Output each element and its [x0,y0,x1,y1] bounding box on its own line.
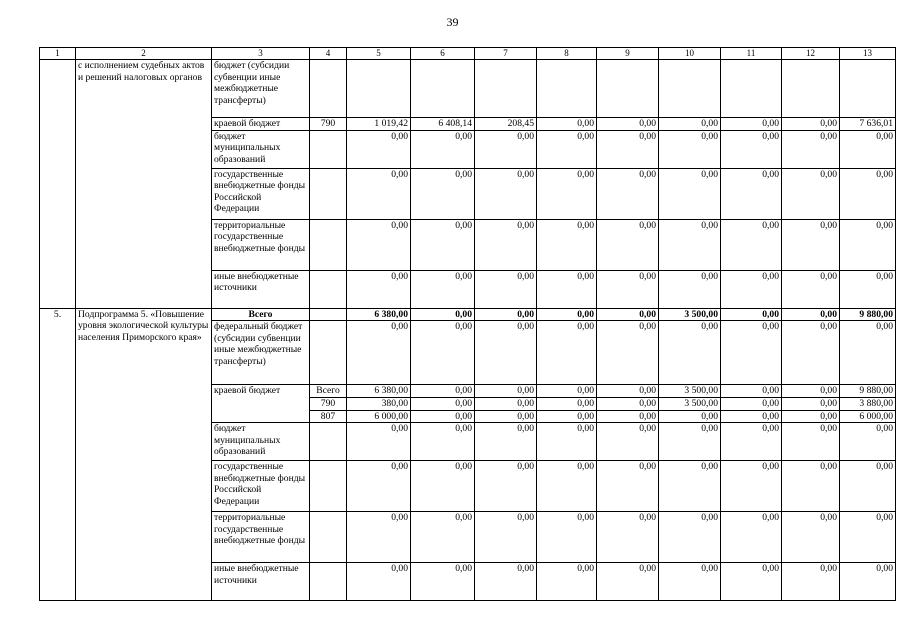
value-cell [721,60,782,118]
value-cell: 0,00 [475,423,537,461]
value-cell: 0,00 [537,270,597,308]
value-cell: 0,00 [659,410,721,423]
value-cell: 0,00 [597,270,659,308]
value-cell: 0,00 [840,563,896,601]
column-number-header: 13 [840,48,896,60]
value-cell [537,60,597,118]
value-cell: 0,00 [597,308,659,321]
funding-source-cell: бюджет муниципальных образований [212,423,310,461]
value-cell [597,60,659,118]
value-cell: 0,00 [537,168,597,219]
value-cell: 3 500,00 [659,385,721,398]
value-cell: 6 408,14 [411,118,475,131]
value-cell: 0,00 [659,219,721,270]
value-cell: 0,00 [782,168,840,219]
column-number-header: 1 [40,48,76,60]
value-cell: 0,00 [411,321,475,385]
value-cell: 0,00 [411,563,475,601]
value-cell: 0,00 [411,385,475,398]
value-cell: 0,00 [721,130,782,168]
table-row [40,308,896,321]
column-number-header: 3 [212,48,310,60]
value-cell: 0,00 [347,270,411,308]
value-cell: 0,00 [597,512,659,563]
value-cell: 380,00 [347,398,411,411]
value-cell: 0,00 [840,168,896,219]
value-cell: 0,00 [411,168,475,219]
column-number-header: 11 [721,48,782,60]
value-cell: 0,00 [411,308,475,321]
budget-code-cell [310,512,347,563]
value-cell: 0,00 [782,321,840,385]
column-number-header: 6 [411,48,475,60]
budget-code-cell [310,168,347,219]
funding-source-cell: краевой бюджет [212,385,310,423]
value-cell: 0,00 [475,563,537,601]
budget-code-cell [310,308,347,321]
funding-source-cell: государственные внебюджетные фонды Российской Федерации [212,168,310,219]
value-cell [782,60,840,118]
budget-code-cell [310,130,347,168]
value-cell: 0,00 [840,423,896,461]
funding-source-cell: федеральный бюджет (субсидии субвенции иные межбюджетные трансферты) [212,321,310,385]
value-cell: 0,00 [782,308,840,321]
value-cell: 0,00 [537,563,597,601]
page-number: 39 [446,15,459,29]
column-number-header: 12 [782,48,840,60]
value-cell: 7 636,01 [840,118,896,131]
program-name-cell: Подпрограмма 5. «Повышение уровня экологической культуры населения Приморского края» [76,308,212,601]
value-cell [411,60,475,118]
value-cell: 0,00 [347,321,411,385]
value-cell: 0,00 [411,410,475,423]
column-number-header: 9 [597,48,659,60]
column-number-header: 2 [76,48,212,60]
value-cell [475,60,537,118]
budget-code-cell: 790 [310,118,347,131]
value-cell [347,60,411,118]
value-cell: 0,00 [475,512,537,563]
value-cell: 0,00 [840,130,896,168]
value-cell: 0,00 [597,118,659,131]
value-cell: 0,00 [659,130,721,168]
value-cell: 0,00 [597,385,659,398]
value-cell: 0,00 [537,398,597,411]
value-cell: 0,00 [597,461,659,512]
budget-code-cell [310,219,347,270]
value-cell: 0,00 [597,130,659,168]
value-cell: 0,00 [721,321,782,385]
value-cell: 0,00 [537,321,597,385]
value-cell: 0,00 [721,270,782,308]
value-cell: 0,00 [721,385,782,398]
value-cell: 0,00 [537,410,597,423]
value-cell: 0,00 [721,461,782,512]
column-number-header: 5 [347,48,411,60]
value-cell: 208,45 [475,118,537,131]
table-row [40,48,896,60]
value-cell: 0,00 [782,118,840,131]
value-cell: 0,00 [782,385,840,398]
funding-source-cell: иные внебюджетные источники [212,270,310,308]
value-cell: 0,00 [840,512,896,563]
budget-code-cell [310,321,347,385]
value-cell: 0,00 [721,563,782,601]
value-cell: 0,00 [347,130,411,168]
value-cell: 3 500,00 [659,398,721,411]
value-cell: 0,00 [721,219,782,270]
value-cell: 0,00 [782,219,840,270]
value-cell: 0,00 [782,512,840,563]
value-cell: 0,00 [411,130,475,168]
column-number-header: 8 [537,48,597,60]
value-cell: 0,00 [597,219,659,270]
value-cell: 0,00 [659,168,721,219]
value-cell: 0,00 [597,168,659,219]
value-cell: 0,00 [840,461,896,512]
value-cell: 0,00 [782,423,840,461]
value-cell [659,60,721,118]
budget-code-cell: 790 [310,398,347,411]
budget-code-cell [310,270,347,308]
row-number-cell [40,60,76,309]
value-cell: 0,00 [475,168,537,219]
value-cell: 0,00 [840,321,896,385]
value-cell: 0,00 [411,270,475,308]
value-cell: 9 880,00 [840,308,896,321]
value-cell: 0,00 [537,423,597,461]
value-cell: 6 380,00 [347,308,411,321]
value-cell: 6 000,00 [347,410,411,423]
value-cell: 0,00 [597,423,659,461]
value-cell: 0,00 [475,461,537,512]
value-cell [840,60,896,118]
budget-table [39,47,896,601]
value-cell: 0,00 [475,385,537,398]
value-cell: 0,00 [475,308,537,321]
value-cell: 0,00 [597,321,659,385]
value-cell: 1 019,42 [347,118,411,131]
value-cell: 0,00 [721,308,782,321]
value-cell: 9 880,00 [840,385,896,398]
value-cell: 0,00 [475,130,537,168]
value-cell: 0,00 [840,219,896,270]
value-cell: 0,00 [411,512,475,563]
value-cell: 0,00 [721,410,782,423]
value-cell: 0,00 [659,118,721,131]
value-cell: 0,00 [782,461,840,512]
column-number-header: 7 [475,48,537,60]
value-cell: 0,00 [411,461,475,512]
budget-code-cell [310,461,347,512]
table-body [40,48,896,601]
funding-source-cell: территориальные государственные внебюджетные фонды [212,219,310,270]
value-cell: 0,00 [597,410,659,423]
value-cell: 0,00 [782,130,840,168]
value-cell: 0,00 [659,461,721,512]
value-cell: 0,00 [411,219,475,270]
value-cell: 0,00 [597,398,659,411]
value-cell: 0,00 [840,270,896,308]
value-cell: 0,00 [475,410,537,423]
value-cell: 0,00 [782,398,840,411]
value-cell: 0,00 [475,270,537,308]
value-cell: 0,00 [475,321,537,385]
value-cell: 0,00 [721,398,782,411]
value-cell: 0,00 [597,563,659,601]
funding-source-cell: территориальные государственные внебюджетные фонды [212,512,310,563]
value-cell: 0,00 [537,219,597,270]
value-cell: 0,00 [659,321,721,385]
table-row [40,60,896,118]
value-cell: 0,00 [721,168,782,219]
value-cell: 0,00 [659,563,721,601]
funding-source-cell: государственные внебюджетные фонды Российской Федерации [212,461,310,512]
value-cell: 0,00 [782,410,840,423]
value-cell: 0,00 [347,168,411,219]
budget-code-cell [310,563,347,601]
funding-source-cell: бюджет муниципальных образований [212,130,310,168]
value-cell: 0,00 [411,423,475,461]
value-cell: 0,00 [537,461,597,512]
value-cell: 0,00 [537,385,597,398]
budget-code-cell [310,60,347,118]
value-cell: 0,00 [347,219,411,270]
value-cell: 0,00 [782,563,840,601]
column-number-header: 4 [310,48,347,60]
value-cell: 0,00 [721,118,782,131]
value-cell: 0,00 [411,398,475,411]
funding-source-cell: бюджет (субсидии субвенции иные межбюджетные трансферты) [212,60,310,118]
value-cell: 0,00 [659,270,721,308]
value-cell: 0,00 [537,130,597,168]
funding-source-cell: Всего [212,308,310,321]
value-cell: 3 880,00 [840,398,896,411]
funding-source-cell: краевой бюджет [212,118,310,131]
budget-code-cell: Всего [310,385,347,398]
value-cell: 0,00 [347,512,411,563]
value-cell: 6 000,00 [840,410,896,423]
value-cell: 0,00 [537,118,597,131]
value-cell: 6 380,00 [347,385,411,398]
value-cell: 0,00 [782,270,840,308]
budget-code-cell: 807 [310,410,347,423]
column-number-header: 10 [659,48,721,60]
row-number-cell: 5. [40,308,76,601]
value-cell: 0,00 [721,423,782,461]
funding-source-cell: иные внебюджетные источники [212,563,310,601]
budget-code-cell [310,423,347,461]
value-cell: 0,00 [537,512,597,563]
value-cell: 3 500,00 [659,308,721,321]
value-cell: 0,00 [347,563,411,601]
value-cell: 0,00 [659,423,721,461]
value-cell: 0,00 [347,461,411,512]
program-name-cell: с исполнением судебных актов и решений налоговых органов [76,60,212,309]
value-cell: 0,00 [475,398,537,411]
value-cell: 0,00 [475,219,537,270]
value-cell: 0,00 [721,512,782,563]
value-cell: 0,00 [537,308,597,321]
value-cell: 0,00 [659,512,721,563]
value-cell: 0,00 [347,423,411,461]
